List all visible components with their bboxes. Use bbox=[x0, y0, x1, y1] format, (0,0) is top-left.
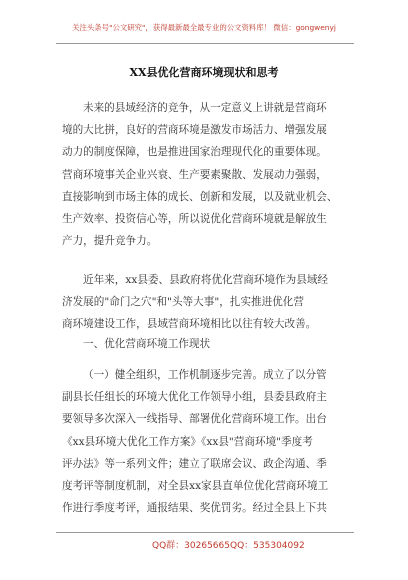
footer-divider bbox=[56, 532, 354, 533]
paragraph-line: 《xx县环境大优化工作方案》《xx县"营商环境"季度考 bbox=[62, 435, 313, 448]
paragraph-line: 境的大比拼，良好的营商环境是激发市场活力、增强发展 bbox=[62, 124, 327, 137]
header-divider bbox=[56, 43, 354, 44]
paragraph-line: 产力，提升竞争力。 bbox=[62, 235, 158, 248]
paragraph-2 bbox=[62, 269, 352, 336]
qq-group-number: QQ群：30265665 bbox=[152, 541, 230, 551]
paragraph-line: 商环境建设工作，县域营商环境相比以往有较大改善。 bbox=[62, 318, 317, 331]
paragraph-line: 评办法》等一系列文件；建立了联席会议、政企沟通、季 bbox=[62, 457, 327, 470]
section-heading-text: 一、优化营商环境工作现状 bbox=[83, 338, 211, 350]
paragraph-3 bbox=[62, 364, 352, 519]
paragraph-line: （一）健全组织，工作机制逐步完善。成立了以分管 bbox=[83, 369, 327, 381]
paragraph-line: 副县长任组长的环境大优化工作领导小组，县委县政府主 bbox=[62, 391, 327, 404]
paragraph-line: 近年来，xx县委、县政府将优化营商环境作为县域经 bbox=[83, 274, 329, 286]
paragraph-line: 度考评等制度机制，对全县xx家县直单位优化营商环境工 bbox=[62, 480, 329, 493]
paragraph-line: 济发展的"命门之穴"和"头等大事"，扎实推进优化营 bbox=[62, 296, 304, 309]
paragraph-line: 作进行季度考评，通报结果、奖优罚劣。经过全县上下共 bbox=[62, 502, 327, 515]
section-heading bbox=[62, 333, 352, 355]
header-note: 关注头条号"公文研究"，获得最新最全最专业的公文资料库！ 微信：gongwenyj bbox=[72, 23, 336, 32]
paragraph-line: 要领导多次深入一线指导、部署优化营商环境工作。出台 bbox=[62, 413, 327, 426]
paragraph-line: 未来的县域经济的竞争，从一定意义上讲就是营商环 bbox=[83, 102, 327, 114]
paragraph-line: 直接影响到市场主体的成长、创新和发展，以及就业机会、 bbox=[62, 190, 338, 203]
paragraph-1 bbox=[62, 97, 352, 252]
paragraph-line: 动力的制度保障，也是推进国家治理现代化的重要体现。 bbox=[62, 146, 327, 159]
paragraph-line: 生产效率、投资信心等，所以说优化营商环境就是解放生 bbox=[62, 213, 327, 226]
paragraph-line: 营商环境事关企业兴衰、生产要素聚散、发展动力强弱， bbox=[62, 168, 327, 181]
qq-number: QQ：535304092 bbox=[230, 541, 305, 551]
document-title: XX县优化营商环境现状和思考 bbox=[129, 66, 279, 79]
